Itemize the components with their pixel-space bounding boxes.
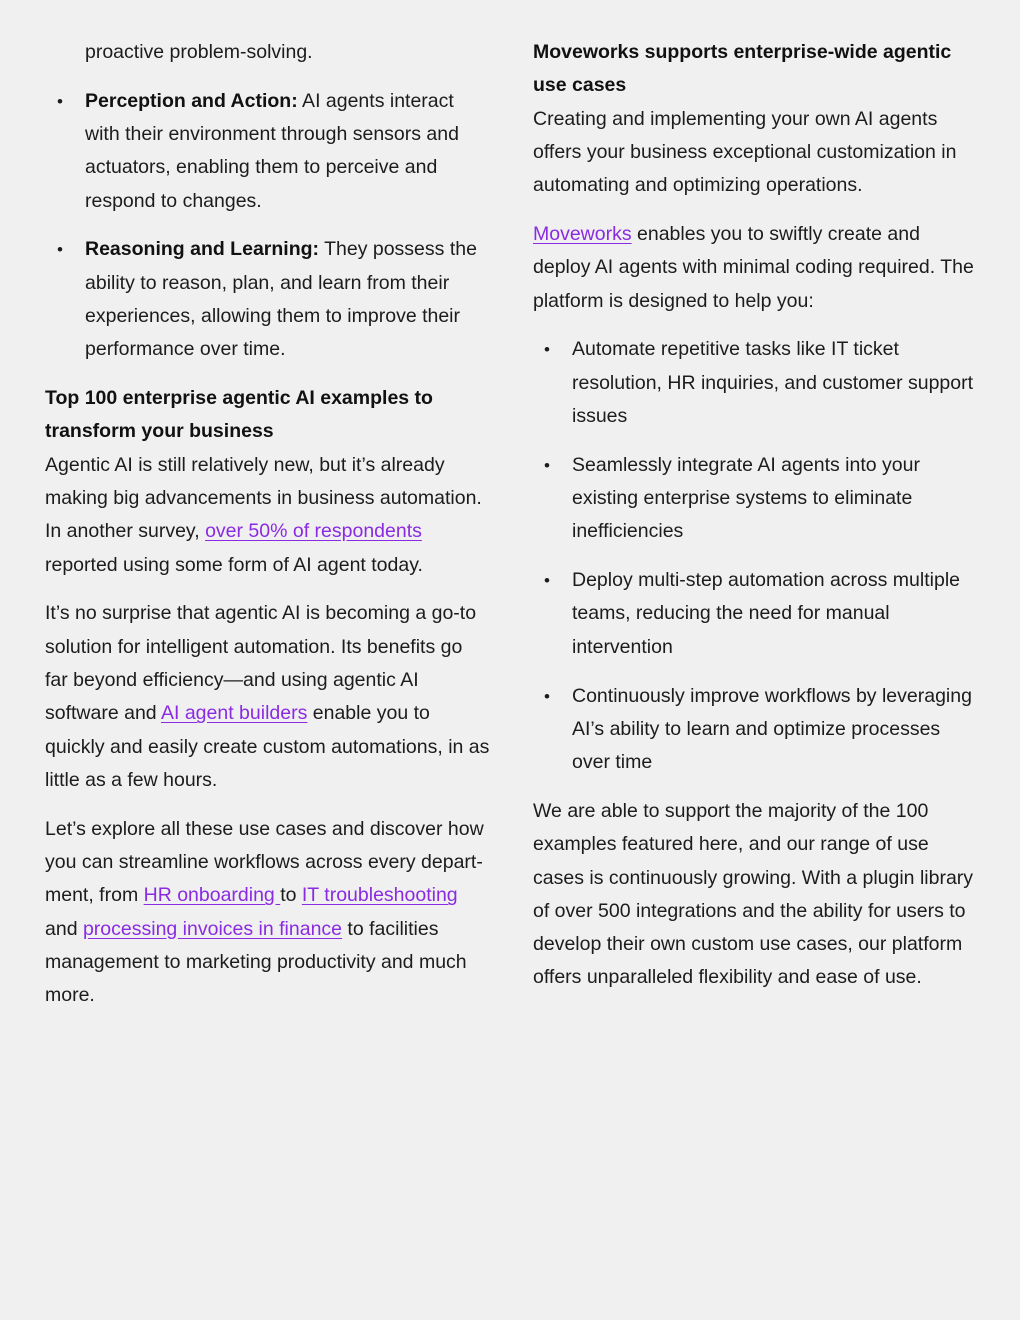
left-column (45, 36, 490, 1028)
bullet-icon: • (544, 571, 550, 591)
list-item-text: Deploy multi-step automation across multiple teams, reducing the need for manual intervention (572, 569, 961, 658)
list-item-lead: Perception and Action: (85, 89, 298, 112)
paragraph-text: to (280, 884, 302, 907)
paragraph-text: and (45, 917, 83, 940)
ai-agent-builders-link[interactable]: AI agent builders (161, 702, 308, 725)
paragraph-text: reported using some form of AI agent today. (45, 553, 423, 576)
moveworks-link[interactable]: Moveworks (533, 222, 632, 245)
bullet-icon: • (57, 91, 63, 111)
bullet-icon: • (544, 686, 550, 706)
paragraph: Creating and implementing your own AI agents offers your business exceptional customization in automating and optimizing operations. (533, 107, 957, 197)
list-item (533, 449, 978, 549)
paragraph (533, 218, 978, 318)
right-column (533, 36, 978, 1010)
paragraph (45, 813, 490, 1013)
characteristics-list (45, 85, 490, 367)
paragraph-text: enables you to swiftly create and deploy AI agents with minimal coding required. The platform is designed to help you: (533, 222, 974, 312)
bullet-icon: • (544, 340, 550, 360)
list-item-text: Continuously improve workflows by leveraging AI’s ability to learn and optimize processes over time (572, 684, 972, 774)
paragraph-text: It’s no surprise that agentic AI is becoming a go-to solution for intelligent automation. Its benefits go far beyond efficiency—and using agentic AI software and (45, 602, 477, 725)
capabilities-list (533, 333, 978, 779)
bullet-icon: • (57, 240, 63, 260)
hr-onboarding-link[interactable]: HR onboarding (143, 884, 281, 907)
processing-invoices-link[interactable]: processing invoices in finance (82, 917, 343, 940)
list-item-text: Automate repetitive tasks like IT ticket resolution, HR inquiries, and customer support issues (572, 338, 974, 427)
list-item (45, 233, 490, 366)
section-heading: Moveworks supports enterprise-wide agentic use cases (533, 41, 952, 97)
section-heading: Top 100 enterprise agentic AI examples to transform your business (45, 387, 433, 443)
list-item (533, 680, 978, 780)
paragraph-text: enable you to quickly and easily create custom automations, in as little as a few hours. (45, 702, 490, 791)
bullet-continuation: proactive problem-solving. (85, 41, 313, 63)
list-item (533, 564, 978, 664)
list-item-text: Seamlessly integrate AI agents into your existing enterprise systems to eliminate inefficiencies (572, 453, 920, 543)
paragraph-text: Let’s explore all these use cases and discover how you can streamline workflows across every department, from (45, 817, 484, 907)
paragraph: We are able to support the majority of the 100 examples featured here, and our range of use cases is continuously growing. With a plugin library of over 500 integrations and the ability for users to develop their own custom use cases, our platform offers unparalleled flexibility and ease of use. (533, 799, 974, 989)
list-item-lead: Reasoning and Learning: (85, 238, 320, 261)
it-troubleshooting-link[interactable]: IT troubleshooting (301, 884, 458, 907)
list-item (45, 85, 490, 218)
list-item (533, 333, 978, 433)
paragraph (45, 597, 490, 797)
list-item-text: AI agents interact with their environment through sensors and actuators, enabling them to perceive and respond to changes. (85, 89, 459, 212)
paragraph (45, 449, 490, 582)
list-item-text: They possess the ability to reason, plan, and learn from their experiences, allowing them to improve their performance over time. (85, 238, 477, 361)
paragraph-text: Agentic AI is still relatively new, but it’s already making big advancements in business automation. In another survey, (45, 453, 482, 543)
bullet-icon: • (544, 455, 550, 475)
survey-link[interactable]: over 50% of respondents (205, 520, 422, 543)
paragraph-text: to facilities management to marketing productivity and much more. (45, 917, 467, 1007)
